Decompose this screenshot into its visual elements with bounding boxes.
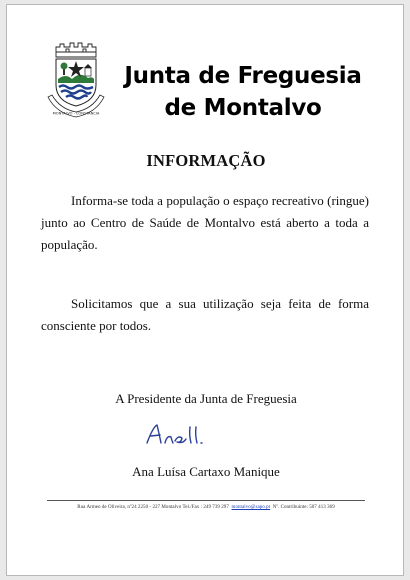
organization-title-line1: Junta de Freguesia bbox=[124, 63, 362, 89]
signatory-role: A Presidente da Junta de Freguesia bbox=[115, 391, 297, 406]
signatory-name: Ana Luísa Cartaxo Manique bbox=[132, 464, 280, 479]
organization-title-line2: de Montalvo bbox=[164, 95, 322, 121]
footer-contact bbox=[7, 505, 405, 510]
handwritten-signature bbox=[141, 421, 221, 451]
notice-paragraph-2: Solicitamos que a sua utilização seja feita de forma consciente por todos. bbox=[41, 296, 369, 333]
document-page bbox=[6, 4, 404, 576]
notice-heading: INFORMAÇÃO bbox=[146, 151, 266, 170]
crest-motto: MONTALVO · CONSTÂNCIA bbox=[52, 111, 100, 116]
footer-address: Rua Armeo de Oliveira, nº24 2250 - 227 Montalvo Tel./Fax : 249 739 297 bbox=[77, 505, 229, 510]
coat-of-arms-icon bbox=[42, 41, 110, 121]
footer-tax-number: Nº. Contribuinte: 507 413 369 bbox=[272, 505, 335, 510]
notice-paragraph-1: Informa-se toda a população o espaço recreativo (ringue) junto ao Centro de Saúde de Montalvo está aberto a toda a população. bbox=[41, 193, 369, 252]
footer-email-link[interactable]: montalvo@sapo.pt bbox=[231, 505, 271, 510]
footer-divider bbox=[47, 500, 365, 501]
